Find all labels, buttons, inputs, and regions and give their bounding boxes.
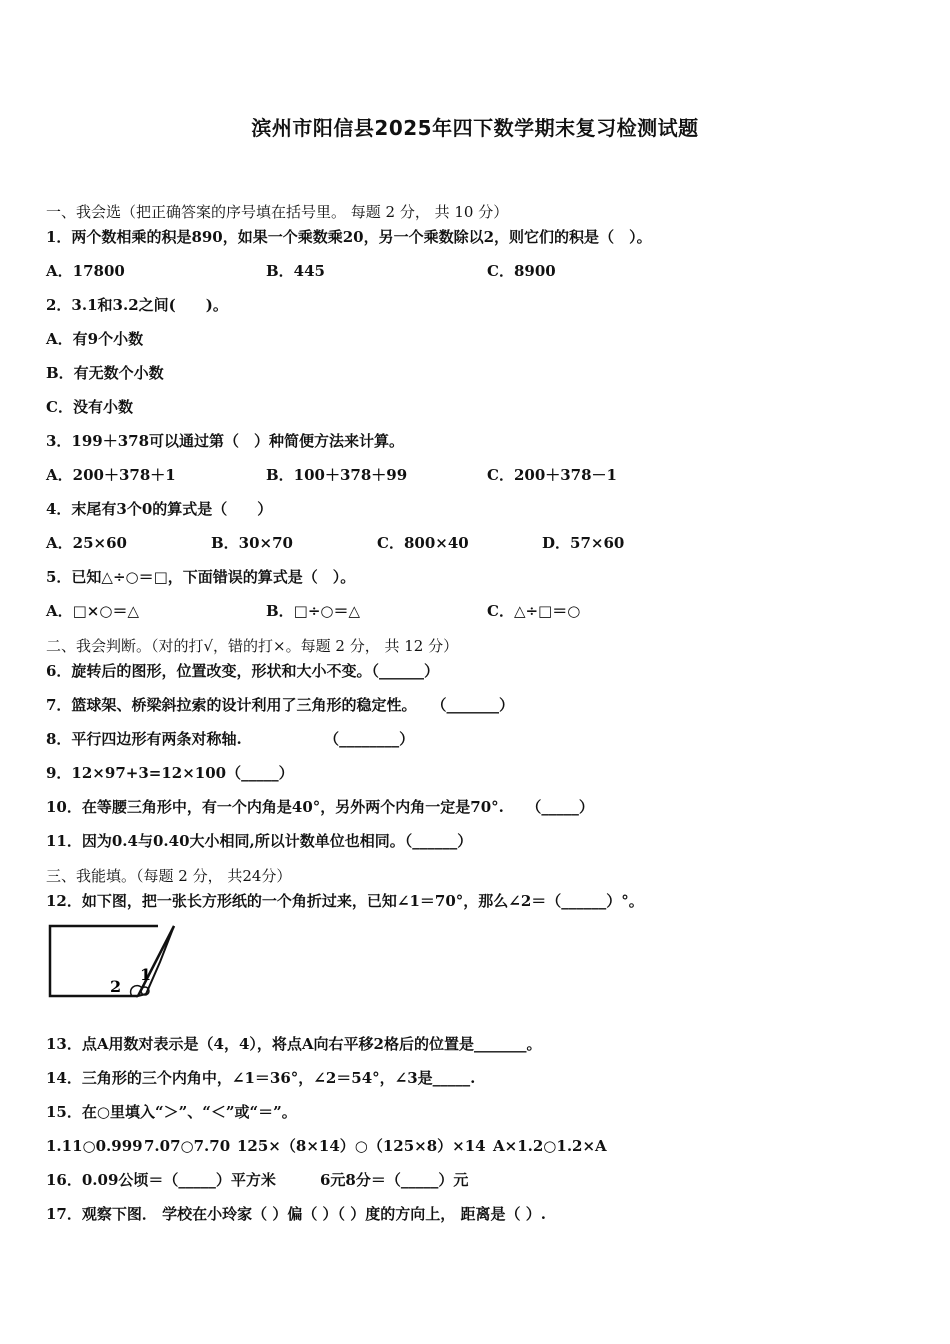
question-17: 17．观察下图． 学校在小玲家（ ）偏（ ）（ ）度的方向上， 距离是（ ）. [46,1205,546,1223]
q15-item-1: 1.11○0.999 [46,1137,143,1155]
q15-item-3: 125×（8×14）○（125×8）×14 [237,1137,486,1155]
question-16-part-b: 6元8分＝（_____）元 [320,1171,469,1189]
q4-option-a: A．25×60 [46,534,127,552]
q4-option-c: C．800×40 [377,534,469,552]
q15-item-4: A×1.2○1.2×A [493,1137,607,1155]
section-3-heading: 三、我能填。（每题 2 分， 共24分） [46,867,292,885]
question-7: 7．篮球架、桥梁斜拉索的设计利用了三角形的稳定性。 （_______） [46,696,514,714]
q5-option-c: C．△÷□＝○ [487,602,581,620]
question-12: 12．如下图，把一张长方形纸的一个角折过来，已知∠1＝70°，那么∠2＝（______）°。 [46,892,644,910]
q2-option-a: A．有9个小数 [46,330,144,348]
q1-option-c: C．8900 [487,262,556,280]
question-11: 11．因为0.4与0.40大小相同,所以计数单位也相同。（______） [46,832,473,850]
question-16-part-a: 16．0.09公顷＝（_____）平方米 [46,1171,276,1189]
q5-option-a: A．□×○＝△ [46,602,140,620]
section-2-heading: 二、我会判断。（对的打√，错的打×。每题 2 分， 共 12 分） [46,637,459,655]
question-13: 13．点A用数对表示是（4，4），将点A向右平移2格后的位置是_______。 [46,1035,542,1053]
section-1-heading: 一、我会选（把正确答案的序号填在括号里。 每题 2 分， 共 10 分） [46,203,509,221]
rectangle-outline [50,926,158,996]
question-5: 5．已知△÷○＝□，下面错误的算式是（ ）。 [46,568,356,586]
q1-option-a: A．17800 [46,262,125,280]
q4-option-d: D．57×60 [542,534,625,552]
q15-item-2: 7.07○7.70 [144,1137,231,1155]
question-15: 15．在○里填入“＞”、“＜”或“＝”。 [46,1103,297,1121]
question-10: 10．在等腰三角形中，有一个内角是40°，另外两个内角一定是70°. （_____） [46,798,594,816]
question-8: 8．平行四边形有两条对称轴. （________） [46,730,415,748]
angle-label-1: 1 [140,965,152,984]
q3-option-a: A．200＋378＋1 [46,466,176,484]
question-2: 2．3.1和3.2之间( )。 [46,296,228,314]
q3-option-c: C．200＋378－1 [487,466,617,484]
question-6: 6．旋转后的图形，位置改变，形状和大小不变。（______） [46,662,439,680]
q5-option-b: B．□÷○＝△ [266,602,361,620]
q4-option-b: B．30×70 [211,534,293,552]
q2-option-b: B．有无数个小数 [46,364,164,382]
question-9: 9．12×97+3=12×100（_____） [46,764,294,782]
question-3: 3．199＋378可以通过第（ ）种简便方法来计算。 [46,432,405,450]
fold-line [138,926,174,996]
angle-label-2: 2 [110,977,122,996]
folded-paper-figure [46,922,186,1002]
question-14: 14．三角形的三个内角中，∠1＝36°，∠2＝54°，∠3是_____. [46,1069,476,1087]
q3-option-b: B．100＋378＋99 [266,466,408,484]
question-1: 1．两个数相乘的积是890，如果一个乘数乘20，另一个乘数除以2，则它们的积是（ ）。 [46,228,652,246]
q1-option-b: B．445 [266,262,325,280]
question-4: 4．末尾有3个0的算式是（ ） [46,500,273,518]
page-title: 滨州市阳信县2025年四下数学期末复习检测试题 [251,116,699,140]
q2-option-c: C．没有小数 [46,398,133,416]
